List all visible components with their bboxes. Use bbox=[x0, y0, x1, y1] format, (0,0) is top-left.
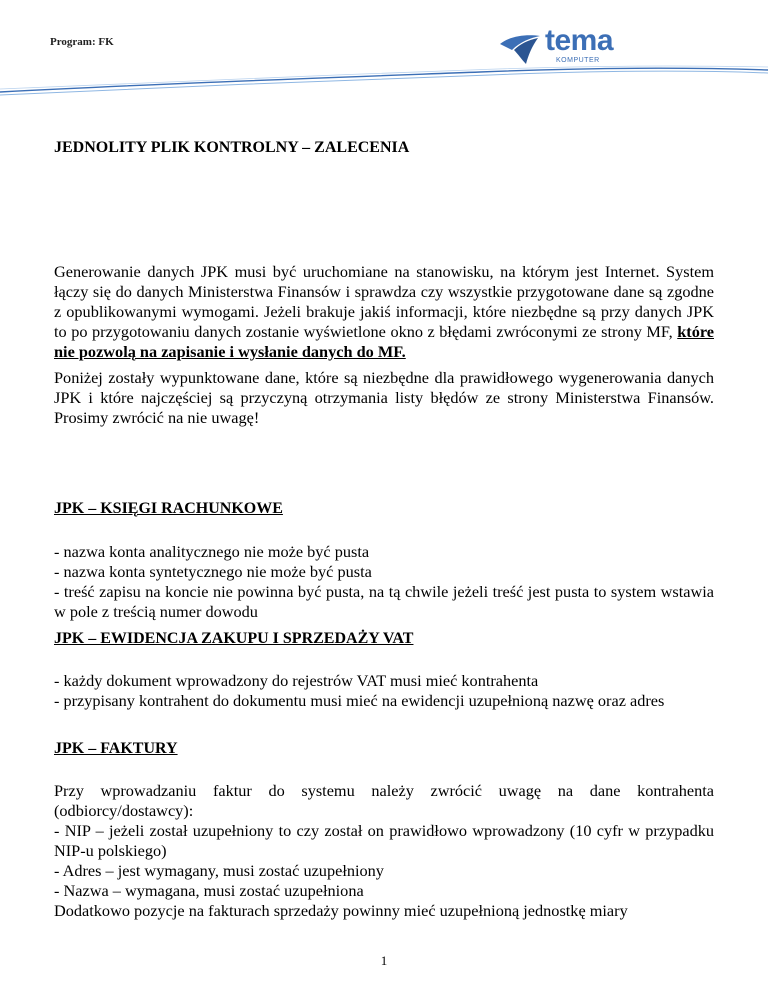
list-item: - Nazwa – wymagana, musi zostać uzupełniona bbox=[54, 881, 364, 900]
intro-emphasis: które nie pozwolą na zapisanie i wysłanie danych do MF. bbox=[54, 322, 714, 361]
list-item: - nazwa konta syntetycznego nie może być pusta bbox=[54, 562, 372, 581]
page-number: 1 bbox=[380, 953, 388, 968]
list-item: - treść zapisu na koncie nie powinna być pusta, na tą chwile jeżeli treść jest pusta to system wstawia w pole z treścią numer dowodu bbox=[54, 582, 714, 621]
intro-paragraph-1-text: Generowanie danych JPK musi być uruchomiane na stanowisku, na którym jest Internet. System łączy się do danych Ministerstwa Finansów i sprawdza czy wszystkie przygotowane dane są zgodne z opublikowanymi wymogami. Jeżeli brakuje jakiś informacji, które niezbędne są przy danych JPK to po przygotowaniu danych zostanie wyświetlone okno z błędami zwróconymi ze strony MF, bbox=[54, 262, 714, 341]
section-heading-ksiegi: JPK – KSIĘGI RACHUNKOWE bbox=[54, 500, 283, 517]
list-item: - nazwa konta analitycznego nie może być pusta bbox=[54, 542, 370, 561]
list-item: - Adres – jest wymagany, musi zostać uzupełniony bbox=[54, 861, 384, 880]
list-item: - NIP – jeżeli został uzupełniony to czy został on prawidłowo wprowadzony (10 cyfr w przypadku NIP-u polskiego) bbox=[54, 821, 714, 860]
header-swoosh bbox=[0, 58, 768, 98]
program-label: Program: FK bbox=[50, 36, 114, 48]
intro-paragraph-1 bbox=[54, 262, 714, 362]
section-heading-vat: JPK – EWIDENCJA ZAKUPU I SPRZEDAŻY VAT bbox=[54, 630, 414, 647]
logo-subtext: KOMPUTER bbox=[556, 57, 600, 64]
document-title: JEDNOLITY PLIK KONTROLNY – ZALECENIA bbox=[54, 139, 410, 156]
section-list-vat bbox=[54, 671, 714, 711]
section-heading-faktury: JPK – FAKTURY bbox=[54, 740, 178, 757]
intro-paragraph-2: Poniżej zostały wypunktowane dane, które są niezbędne dla prawidłowego wygenerowania danych JPK i które najczęściej są przyczyną otrzymania listy błędów ze strony Ministerstwa Finansów. Prosimy zwrócić na nie uwagę! bbox=[54, 368, 714, 427]
list-item: - każdy dokument wprowadzony do rejestrów VAT musi mieć kontrahenta bbox=[54, 671, 539, 690]
list-item: - przypisany kontrahent do dokumentu musi mieć na ewidencji uzupełnioną nazwę oraz adres bbox=[54, 691, 665, 710]
section-closing: Dodatkowo pozycje na fakturach sprzedaży powinny mieć uzupełnioną jednostkę miary bbox=[54, 901, 628, 920]
logo-text: tema bbox=[545, 24, 614, 57]
section-list-ksiegi bbox=[54, 542, 714, 622]
section-list-faktury bbox=[54, 781, 714, 921]
section-intro: Przy wprowadzaniu faktur do systemu należy zwrócić uwagę na dane kontrahenta (odbiorcy/dostawcy): bbox=[54, 781, 714, 820]
